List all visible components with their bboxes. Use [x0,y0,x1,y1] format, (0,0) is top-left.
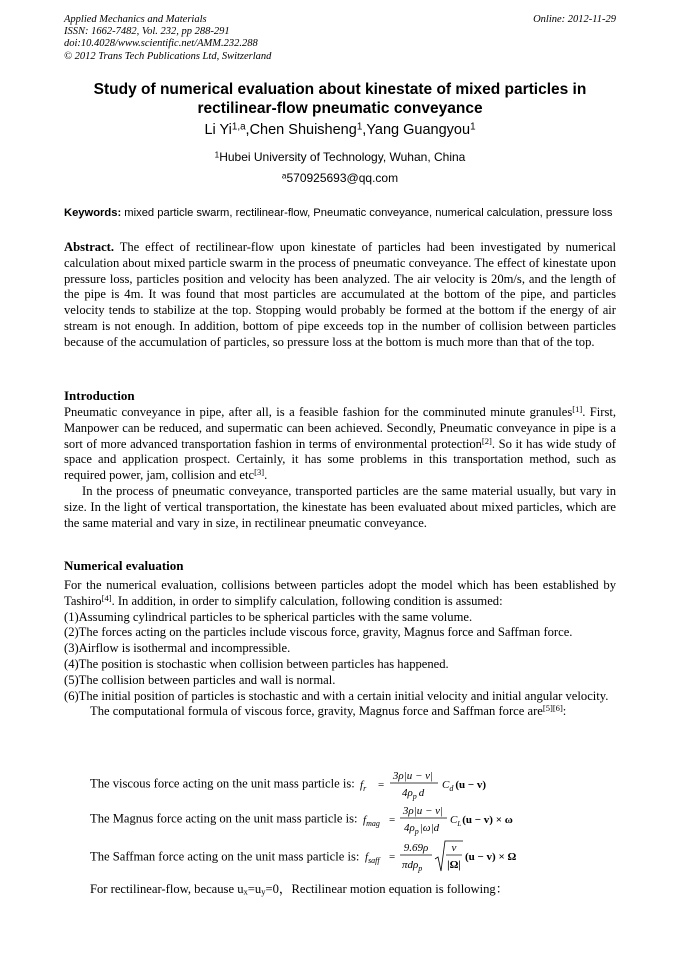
equation-label: The viscous force acting on the unit mass particle is: [90,776,358,791]
citation: [4] [101,592,112,603]
section-heading-numerical-evaluation: Numerical evaluation [64,558,184,573]
svg-text:πdρp: πdρ$_p$ [401,859,422,873]
citation: [3] [254,467,265,478]
rectilinear-equation-intro: For rectilinear-flow, because $u_x=u_y=0$，Rectilinear motion equation is following： [90,882,509,897]
viscous-force-equation [90,767,488,801]
issn-line: ISSN: 1662-7482, Vol. 232, pp 288-291 [64,26,230,38]
author-affil-mark: 1,a [231,121,246,133]
abstract-label: Abstract. [64,240,115,254]
svg-text:3ρ|u − v|: 3ρ|u − v| [402,805,443,817]
svg-text:|Ω|: |Ω| [446,859,461,871]
author-name: Li Yi [204,122,232,138]
svg-text:ν: ν [451,842,457,854]
copyright-line: © 2012 Trans Tech Publications Ltd, Switzerland [64,50,272,62]
section-heading-introduction: Introduction [64,388,135,403]
condition-item: (2)The forces acting on the particles include viscous force, gravity, Magnus force and Saffman force. [64,625,573,640]
abstract [64,240,616,351]
magnus-force-equation [90,802,513,836]
author-list: Li Yi$^{1,a}$,Chen Shuisheng$^1$,Yang Guangyou$^1$ [204,121,476,138]
svg-text:fsaff: $f_{saff}$ [364,851,380,865]
condition-item: (6)The initial position of particles is stochastic and with a certain initial velocity and initial angular velocity. [64,688,609,703]
affiliation: $^1$Hubei University of Technology, Wuhan, China [214,150,466,164]
svg-text:=: = [388,814,395,826]
journal-header [64,14,616,63]
keywords-text: mixed particle swarm, rectilinear-flow, Pneumatic conveyance, numerical calculation, pressure loss [121,207,613,219]
author-affil-mark: 1 [470,121,476,133]
author-name: Chen Shuisheng [249,122,357,138]
paragraph: In the process of pneumatic conveyance, transported particles are the same material usually, but vary in size. In the light of vertical transportation, the kinestate has been evaluated about mixed particles, which are the same material and vary in size, in rectilinear pneumatic conveyance. [64,483,616,530]
magnus-force-formula [361,802,513,836]
author-email: $^a$570925693@qq.com [281,171,399,185]
citation: [5][6] [542,703,563,714]
keywords-label: Keywords: [64,207,122,219]
online-date: Online: 2012-11-29 [533,14,616,25]
journal-name: Applied Mechanics and Materials [64,14,207,25]
svg-text:(u − v) × Ω: (u − v) × Ω [464,851,516,863]
svg-text:fr: $f_r$ [359,779,367,793]
condition-item: (5)The collision between particles and wall is normal. [64,672,336,687]
citation: [2] [481,435,492,446]
svg-text:4ρp|ω|d: $4\rho_p|\omega|d$ [403,822,439,836]
condition-item: (4)The position is stochastic when collision between particles has happened. [64,656,449,671]
svg-text:CL(u − v) × ω: $C_L(u - v) \times \omega$ [449,814,513,828]
author-name: Yang Guangyou [366,122,471,138]
paragraph: The computational formula of viscous force, gravity, Magnus force and Saffman force are[5][6]: [90,703,567,719]
paragraph: For the numerical evaluation, collisions between particles adopt the model which has been established by Tashiro[4]. In addition, in order to simplify calculation, following condition is assumed: [64,578,616,608]
numerical-body [64,578,616,720]
paragraph: Pneumatic conveyance in pipe, after all, is a feasible fashion for the comminuted minute granules[1]. First, Manpower can be reduced, and supermatic can been achieved. Secondly, Pneumatic conveyance in pipe is a sort of more advanced transportation fashion in terms of environmental protection[2]. So it has wide study of space and application prospect. Certainly, it has some problems in this transportation method, such as required power, jam, collision and etc[3]. [64,404,617,483]
abstract-text: The effect of rectilinear-flow upon kinestate of particles had been investigated by numerical calculation about mixed particle swarm in the process of pneumatic conveyance. The effect of kinestate upon pressure loss, particles position and velocity has been analyzed. The air velocity is 20m/s, and the length of the pipe is 4m. It was found that most particles are accumulated at the bottom of the pipe, and particles velocity tends to stabilize at the top. Stopping would probably be formed at the bottom if the energy of air stream is not enough. In addition, bottom of pipe exceeds top in the number of collision between particles because of the accumulation of particles, so pressure loss at the bottom is much more than that of the top. [64,240,616,349]
svg-text:=: = [377,779,385,791]
saffman-force-equation [90,838,516,876]
svg-text:3ρ|u − v|: 3ρ|u − v| [392,770,433,782]
svg-text:=: = [388,851,395,863]
author-affil-mark: 1 [356,121,363,133]
viscous-force-formula [358,767,488,801]
svg-text:4ρpd: $4\rho_p$ d [401,787,425,801]
citation: [1] [572,404,583,415]
condition-item: (1)Assuming cylindrical particles to be spherical particles with the same volume. [64,609,473,624]
equation-label: The Magnus force acting on the unit mass particle is: [90,811,361,826]
svg-text:fmag: $f_{mag}$ [362,814,380,828]
svg-text:Cd(u − v): $C_d$ (u − v) [441,779,486,793]
introduction-body [64,405,616,531]
keywords [64,206,616,222]
paper-title: Study of numerical evaluation about kinestate of mixed particles in rectilinear-flow pneumatic conveyance [93,81,587,117]
saffman-force-formula [363,838,516,876]
doi-line: doi:10.4028/www.scientific.net/AMM.232.288 [64,38,258,50]
equation-label: The Saffman force acting on the unit mass particle is: [90,849,363,864]
condition-item: (3)Airflow is isothermal and incompressible. [64,641,291,656]
svg-text:9.69ρ: 9.69ρ [403,842,428,854]
